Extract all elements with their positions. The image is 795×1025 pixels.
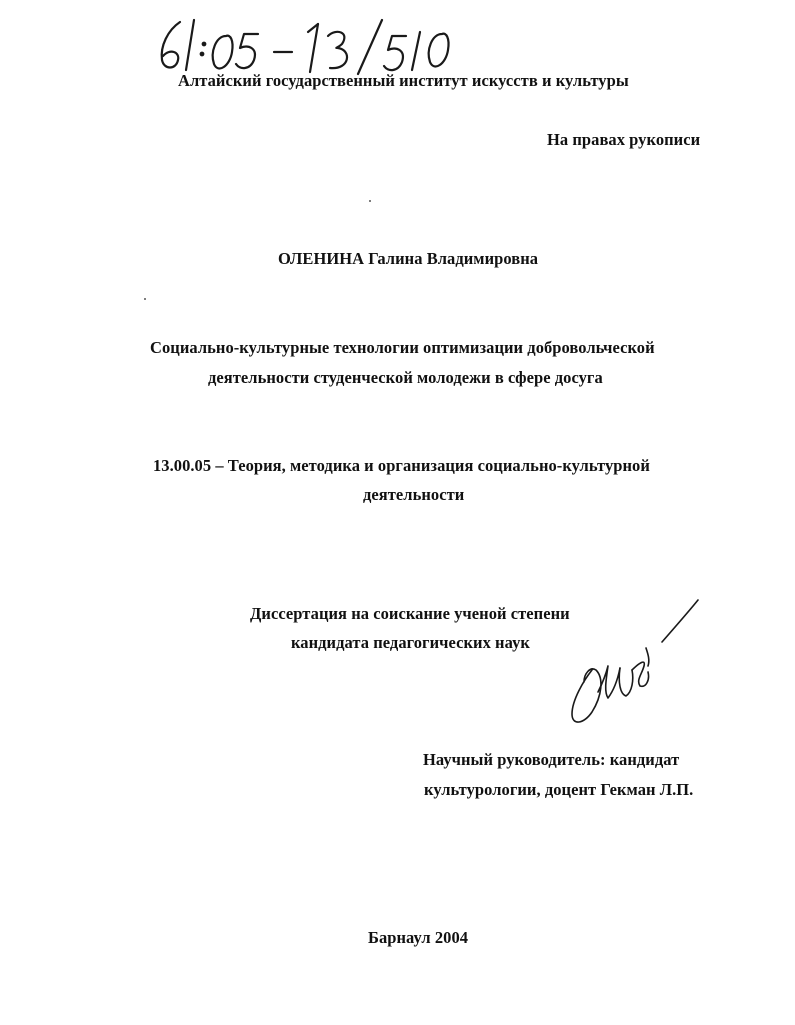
paper-speck <box>369 200 371 202</box>
manuscript-rights-note: На правах рукописи <box>547 130 701 149</box>
dissertation-title-line-1: Социально-культурные технологии оптимизации добровольческой <box>150 338 655 357</box>
handwritten-archive-number <box>150 14 470 76</box>
handwritten-signature-icon <box>562 596 712 730</box>
supervisor-line-2: культурологии, доцент Гекман Л.П. <box>424 780 694 799</box>
paper-speck <box>144 298 146 300</box>
place-and-year: Барнаул 2004 <box>368 928 469 947</box>
supervisor-line-1: Научный руководитель: кандидат <box>423 750 680 769</box>
author-name: ОЛЕНИНА Галина Владимировна <box>278 249 539 268</box>
institution-name: Алтайский государственный институт искусств и культуры <box>178 71 629 90</box>
specialty-code-line-1: 13.00.05 – Теория, методика и организация социально-культурной <box>153 456 650 475</box>
dissertation-title-line-2: деятельности студенческой молодежи в сфере досуга <box>208 368 603 387</box>
degree-line-1: Диссертация на соискание ученой степени <box>250 604 570 623</box>
specialty-code-line-2: деятельности <box>363 485 465 504</box>
degree-line-2: кандидата педагогических наук <box>291 633 530 652</box>
